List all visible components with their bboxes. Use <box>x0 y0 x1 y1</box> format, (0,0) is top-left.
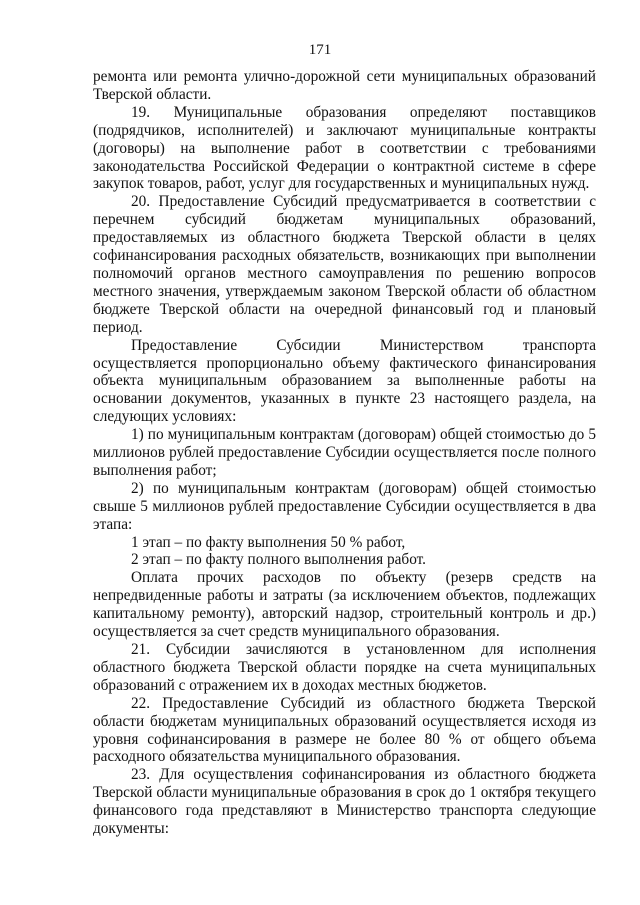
paragraph-continuation: ремонта или ремонта улично-дорожной сети муниципальных образований Тверской области. <box>93 68 596 103</box>
paragraph-other-expenses: Оплата прочих расходов по объекту (резерв средств на непредвиденные работы и затраты (за исключением объектов, подлежащих капитальному ремонту), авторский надзор, строительный контроль и др.) осуществляется за счет средств муниципального образования. <box>93 569 596 641</box>
stage-item-1: 1 этап – по факту выполнения 50 % работ, <box>131 533 406 551</box>
document-body <box>93 68 596 838</box>
paragraph-23: 23. Для осуществления софинансирования из областного бюджета Тверской области муниципальные образования в срок до 1 октября текущего финансового года представляют в Министерство транспорта следующие документы: <box>93 766 596 838</box>
stage-item-2: 2 этап – по факту полного выполнения работ. <box>131 551 426 569</box>
condition-item-2: 2) по муниципальным контрактам (договорам) общей стоимостью свыше 5 миллионов рублей предоставление Субсидии осуществляется в два этапа: <box>93 479 596 533</box>
paragraph-19: 19. Муниципальные образования определяют поставщиков (подрядчиков, исполнителей) и заключают муниципальные контракты (договоры) на выполнение работ в соответствии с требованиями законодательства Российской Федерации о контрактной системе в сфере закупок товаров, работ, услуг для государственных и муниципальных нужд. <box>93 103 596 193</box>
paragraph-subsidy-conditions: Предоставление Субсидии Министерством транспорта осуществляется пропорционально объему фактического финансирования объекта муниципальным образованием за выполненные работы на основании документов, указанных в пункте 23 настоящего раздела, на следующих условиях: <box>93 336 596 426</box>
paragraph-20: 20. Предоставление Субсидий предусматривается в соответствии с перечнем субсидий бюджетам муниципальных образований, предоставляемых из областного бюджета Тверской области в целях софинансирования расходных обязательств, возникающих при выполнении полномочий органов местного самоуправления по решению вопросов местного значения, утверждаемым законом Тверской области об областном бюджете Тверской области на очередной финансовый год и плановый период. <box>93 193 596 336</box>
paragraph-22: 22. Предоставление Субсидий из областного бюджета Тверской области бюджетам муниципальных образований осуществляется исходя из уровня софинансирования в размере не более 80 % от общего объема расходного обязательства муниципального образования. <box>93 694 596 766</box>
page-number: 171 <box>308 42 332 58</box>
condition-item-1: 1) по муниципальным контрактам (договорам) общей стоимостью до 5 миллионов рублей предоставление Субсидии осуществляется после полного выполнения работ; <box>93 426 596 479</box>
paragraph-21: 21. Субсидии зачисляются в установленном для исполнения областного бюджета Тверской области порядке на счета муниципальных образований с отражением их в доходах местных бюджетов. <box>93 641 596 694</box>
